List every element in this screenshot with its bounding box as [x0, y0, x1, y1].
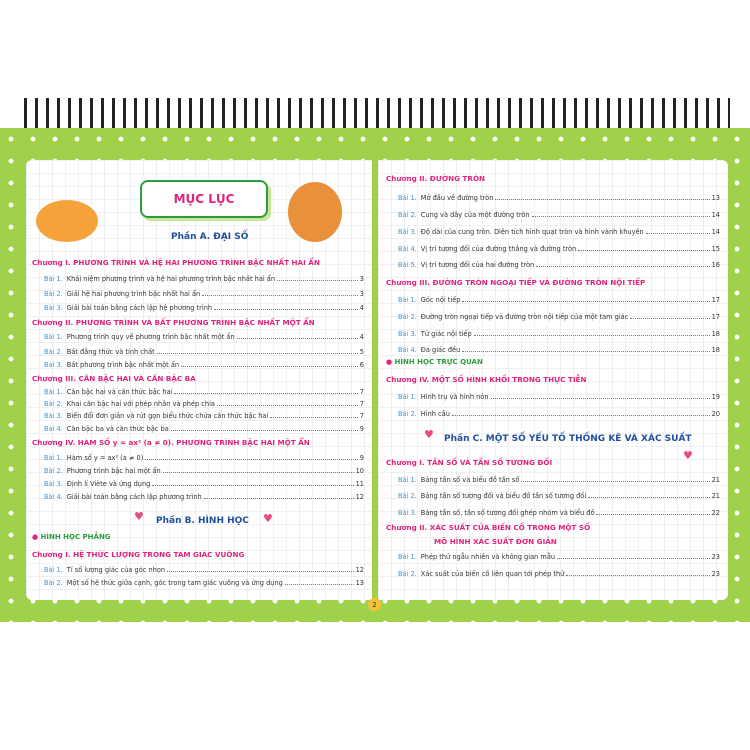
lesson-title: Bảng tần số tương đối và biểu đồ tần số tương đối: [420, 492, 587, 500]
lesson-title: Đa giác đều: [420, 346, 461, 354]
lesson-title: Căn bậc hai và căn thức bậc hai: [66, 388, 173, 396]
lesson-number: Bài 2.: [398, 410, 417, 418]
lesson-title: Góc nội tiếp: [420, 296, 461, 304]
page-ref: 18: [711, 330, 720, 338]
page-ref: 18: [711, 346, 720, 354]
page-title: MỤC LỤC: [140, 180, 268, 218]
leader-dots: [202, 295, 358, 296]
toc-entry[interactable]: [398, 296, 720, 304]
toc-entry[interactable]: [398, 476, 720, 484]
lesson-number: Bài 3.: [44, 361, 63, 369]
lesson-title: Phương trình quy về phương trình bậc nhất một ẩn: [66, 333, 235, 341]
toc-entry[interactable]: [398, 509, 720, 517]
lesson-number: Bài 1.: [398, 393, 417, 401]
lesson-number: Bài 1.: [398, 476, 417, 484]
lesson-title: Độ dài của cung tròn. Diện tích hình quạt tròn và hình vành khuyên: [420, 228, 644, 236]
page-ref: 17: [711, 313, 720, 321]
lesson-number: Bài 4.: [398, 346, 417, 354]
lesson-title: Bảng tần số, tần số tương đối ghép nhóm và biểu đồ: [420, 509, 595, 517]
lesson-number: Bài 5.: [398, 261, 417, 269]
page-ref: 14: [711, 211, 720, 219]
lesson-title: Tứ giác nội tiếp: [420, 330, 472, 338]
section-heading: ● HÌNH HỌC PHẲNG: [32, 533, 111, 541]
leader-dots: [237, 338, 358, 339]
toc-entry[interactable]: [398, 492, 720, 500]
toc-entry[interactable]: [44, 467, 364, 475]
left-page: [26, 160, 372, 600]
page-ref: 15: [711, 245, 720, 253]
leader-dots: [646, 233, 710, 234]
page-ref: 13: [711, 194, 720, 202]
leader-dots: [596, 514, 709, 515]
lesson-title: Bất phương trình bậc nhất một ẩn: [66, 361, 180, 369]
leader-dots: [171, 430, 358, 431]
part-c-heading: Phần C. MỘT SỐ YẾU TỐ THỐNG KÊ VÀ XÁC SUẤT: [444, 434, 692, 444]
leader-dots: [277, 280, 358, 281]
leader-dots: [145, 459, 358, 460]
lesson-title: Khái niệm phương trình và hệ hai phương trình bậc nhất hai ẩn: [66, 275, 276, 283]
leader-dots: [557, 558, 710, 559]
leader-dots: [630, 318, 709, 319]
page-ref: 21: [711, 476, 720, 484]
toc-entry[interactable]: [44, 454, 364, 462]
lesson-number: Bài 2.: [44, 467, 63, 475]
toc-entry[interactable]: [44, 566, 364, 574]
leader-dots: [270, 417, 357, 418]
lesson-title: Hình cầu: [420, 410, 450, 418]
chapter-heading: Chương IV. MỘT SỐ HÌNH KHỐI TRONG THỰC TIỄN: [386, 375, 587, 384]
leader-dots: [174, 393, 357, 394]
lesson-number: Bài 3.: [398, 509, 417, 517]
lesson-number: Bài 3.: [44, 412, 63, 420]
page-ref: 17: [711, 296, 720, 304]
cat-illustration-icon: [36, 200, 98, 242]
lesson-title: Định lí Viète và ứng dụng: [66, 480, 151, 488]
page-ref: 23: [711, 570, 720, 578]
page-ref: 9: [359, 454, 364, 462]
leader-dots: [536, 266, 709, 267]
lesson-title: Tỉ số lượng giác của góc nhọn: [66, 566, 166, 574]
toc-entry[interactable]: [44, 290, 364, 298]
toc-entry[interactable]: [398, 393, 720, 401]
page-ref: 4: [359, 333, 364, 341]
lesson-title: Hình trụ và hình nón: [420, 393, 489, 401]
lesson-number: Bài 1.: [398, 194, 417, 202]
lesson-number: Bài 1.: [398, 553, 417, 561]
leader-dots: [204, 498, 354, 499]
leader-dots: [495, 199, 709, 200]
lesson-number: Bài 2.: [398, 211, 417, 219]
lesson-number: Bài 2.: [44, 348, 63, 356]
page-ref: 20: [711, 410, 720, 418]
chapter-heading: Chương III. ĐƯỜNG TRÒN NGOẠI TIẾP VÀ ĐƯỜNG TRÒN NỘI TIẾP: [386, 278, 646, 287]
lesson-title: Bất đẳng thức và tính chất: [66, 348, 155, 356]
toc-entry[interactable]: [44, 493, 364, 501]
lesson-number: Bài 1.: [398, 296, 417, 304]
heart-icon: ♥: [263, 512, 273, 525]
page-ref: 16: [711, 261, 720, 269]
chapter-heading-line2: MÔ HÌNH XÁC SUẤT ĐƠN GIẢN: [434, 537, 557, 546]
lesson-number: Bài 1.: [44, 275, 63, 283]
page-ref: 5: [359, 348, 364, 356]
toc-entry[interactable]: [44, 348, 364, 356]
leader-dots: [217, 405, 358, 406]
lesson-title: Giải bài toán bằng cách lập phương trình: [66, 493, 202, 501]
part-a-heading: Phần A. ĐẠI SỐ: [171, 232, 249, 242]
chapter-heading: Chương II. XÁC SUẤT CỦA BIẾN CỐ TRONG MỘT SỐ: [386, 523, 591, 532]
chapter-heading: Chương II. ĐƯỜNG TRÒN: [386, 174, 486, 183]
lesson-number: Bài 2.: [398, 313, 417, 321]
toc-entry[interactable]: [398, 553, 720, 561]
page-ref: 9: [359, 425, 364, 433]
lesson-number: Bài 4.: [44, 425, 63, 433]
leader-dots: [462, 351, 709, 352]
toc-entry[interactable]: [44, 400, 364, 408]
toc-entry[interactable]: [398, 194, 720, 202]
lesson-title: Hàm số y = ax² (a ≠ 0): [66, 454, 144, 462]
toc-entry[interactable]: [398, 245, 720, 253]
chapter-heading: Chương I. TẦN SỐ VÀ TẦN SỐ TƯƠNG ĐỐI: [386, 458, 553, 467]
page-ref: 3: [359, 275, 364, 283]
lesson-title: Biến đổi đơn giản và rút gọn biểu thức chứa căn thức bậc hai: [66, 412, 269, 420]
chapter-heading: Chương I. PHƯƠNG TRÌNH VÀ HỆ HAI PHƯƠNG TRÌNH BẬC NHẤT HAI ẨN: [32, 258, 320, 267]
leader-dots: [588, 497, 709, 498]
lesson-number: Bài 3.: [44, 480, 63, 488]
lesson-number: Bài 1.: [44, 566, 63, 574]
lesson-title: Vị trí tương đối của hai đường tròn: [420, 261, 535, 269]
leader-dots: [152, 485, 353, 486]
page-ref: 23: [711, 553, 720, 561]
toc-entry[interactable]: [44, 480, 364, 488]
lesson-number: Bài 1.: [44, 388, 63, 396]
lesson-number: Bài 2.: [44, 400, 63, 408]
lesson-title: Cung và dây của một đường tròn: [420, 211, 530, 219]
lesson-number: Bài 2.: [398, 570, 417, 578]
page-ref: 11: [355, 480, 364, 488]
page-ref: 6: [359, 361, 364, 369]
leader-dots: [474, 335, 710, 336]
toc-entry[interactable]: [44, 388, 364, 396]
right-page: [378, 160, 728, 600]
page-ref: 13: [355, 579, 364, 587]
toc-entry[interactable]: [44, 275, 364, 283]
lesson-title: Một số hệ thức giữa cạnh, góc trong tam giác vuông và ứng dụng: [66, 579, 283, 587]
toc-entry[interactable]: [44, 425, 364, 433]
leader-dots: [214, 309, 358, 310]
heart-icon: ♥: [134, 510, 144, 523]
lesson-title: Phương trình bậc hai một ẩn: [66, 467, 161, 475]
page-ref: 19: [711, 393, 720, 401]
lesson-number: Bài 1.: [44, 333, 63, 341]
lesson-number: Bài 4.: [398, 245, 417, 253]
lesson-title: Căn bậc ba và căn thức bậc ba: [66, 425, 169, 433]
leader-dots: [163, 472, 354, 473]
page-ref: 4: [359, 304, 364, 312]
leader-dots: [566, 575, 709, 576]
chapter-heading: Chương III. CĂN BẬC HAI VÀ CĂN BẬC BA: [32, 374, 196, 383]
heart-icon: ♥: [683, 449, 693, 462]
lesson-title: Phép thử ngẫu nhiên và không gian mẫu: [420, 553, 556, 561]
chapter-heading: Chương IV. HÀM SỐ y = ax² (a ≠ 0). PHƯƠNG TRÌNH BẬC HAI MỘT ẨN: [32, 438, 310, 447]
toc-entry[interactable]: [44, 579, 364, 587]
page-ref: 22: [711, 509, 720, 517]
page-ref: 12: [355, 493, 364, 501]
page-number: 2: [368, 598, 381, 611]
toc-entry[interactable]: [398, 261, 720, 269]
toc-entry[interactable]: [398, 330, 720, 338]
toc-entry[interactable]: [398, 228, 720, 236]
leader-dots: [157, 353, 358, 354]
lesson-title: Giải bài toán bằng cách lập hệ phương trình: [66, 304, 213, 312]
lesson-number: Bài 2.: [398, 492, 417, 500]
toc-entry[interactable]: [398, 346, 720, 354]
lesson-title: Bảng tần số và biểu đồ tần số: [420, 476, 520, 484]
page-ref: 7: [359, 412, 364, 420]
toc-entry[interactable]: [44, 412, 364, 420]
lesson-title: Mở đầu về đường tròn: [420, 194, 494, 202]
leader-dots: [462, 301, 709, 302]
chapter-heading: Chương II. PHƯƠNG TRÌNH VÀ BẤT PHƯƠNG TRÌNH BẬC NHẤT MỘT ẨN: [32, 318, 315, 327]
toc-entry[interactable]: [398, 313, 720, 321]
leader-dots: [285, 584, 354, 585]
lesson-title: Xác suất của biến cố liên quan tới phép thử: [420, 570, 565, 578]
lesson-number: Bài 3.: [398, 330, 417, 338]
lesson-number: Bài 3.: [44, 304, 63, 312]
lesson-number: Bài 2.: [44, 579, 63, 587]
part-b-heading: Phần B. HÌNH HỌC: [156, 516, 249, 526]
lesson-title: Đường tròn ngoại tiếp và đường tròn nội tiếp của một tam giác: [420, 313, 629, 321]
page-ref: 7: [359, 388, 364, 396]
toc-entry[interactable]: [398, 570, 720, 578]
lesson-title: Vị trí tương đối của đường thẳng và đường tròn: [420, 245, 577, 253]
leader-dots: [167, 571, 354, 572]
lesson-number: Bài 1.: [44, 454, 63, 462]
toc-entry[interactable]: [44, 333, 364, 341]
lesson-title: Khai căn bậc hai với phép nhân và phép chia: [66, 400, 215, 408]
leader-dots: [491, 398, 710, 399]
page-ref: 3: [359, 290, 364, 298]
toc-entry[interactable]: [398, 211, 720, 219]
leader-dots: [578, 250, 709, 251]
heart-icon: ♥: [424, 428, 434, 441]
bear-cup-illustration-icon: [288, 182, 342, 242]
toc-entry[interactable]: [44, 304, 364, 312]
lesson-title: Giải hệ hai phương trình bậc nhất hai ẩn: [66, 290, 201, 298]
toc-entry[interactable]: [398, 410, 720, 418]
page-ref: 10: [355, 467, 364, 475]
lesson-number: Bài 3.: [398, 228, 417, 236]
leader-dots: [532, 216, 710, 217]
chapter-heading: Chương I. HỆ THỨC LƯỢNG TRONG TAM GIÁC VUÔNG: [32, 550, 245, 559]
lesson-number: Bài 4.: [44, 493, 63, 501]
leader-dots: [452, 415, 710, 416]
section-heading: ● HÌNH HỌC TRỰC QUAN: [386, 358, 483, 366]
toc-entry[interactable]: [44, 361, 364, 369]
page-ref: 21: [711, 492, 720, 500]
leader-dots: [521, 481, 709, 482]
page-ref: 7: [359, 400, 364, 408]
lesson-number: Bài 2.: [44, 290, 63, 298]
page-ref: 12: [355, 566, 364, 574]
leader-dots: [181, 366, 358, 367]
page-ref: 14: [711, 228, 720, 236]
